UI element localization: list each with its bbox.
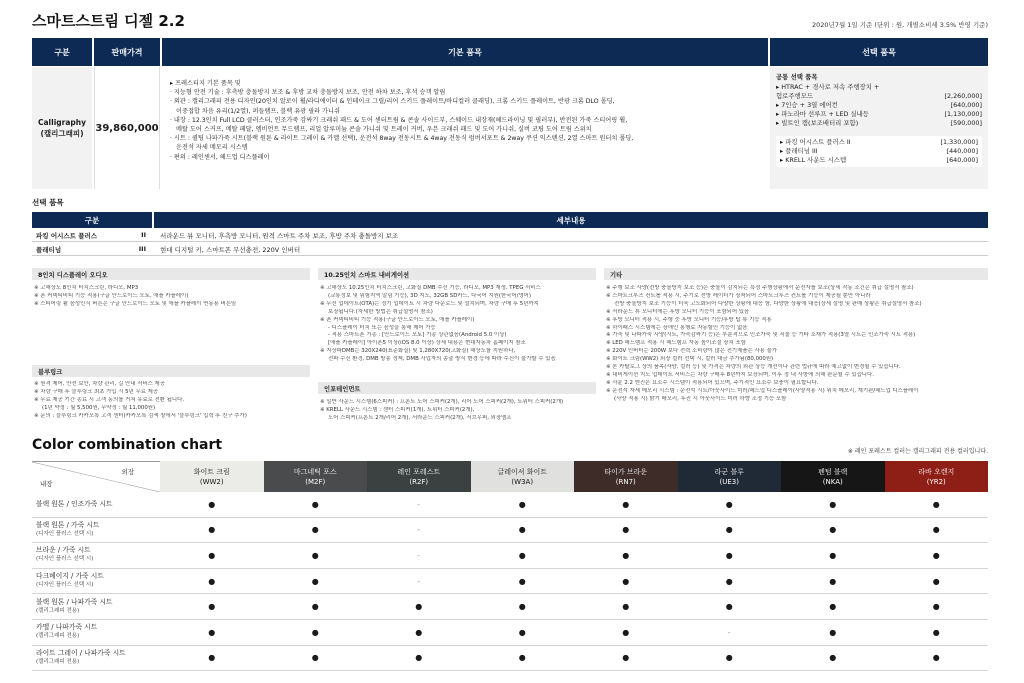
interior-name: 카멜 / 나파가죽 시트 xyxy=(36,623,98,632)
note-line: ※ 본 카탈로그 상의 품목(사양, 컬러 등) 및 가격은 차량의 외관 상능 개선이나 관련 법규에 따라 예고없이 변경될 수 있습니다. xyxy=(606,364,901,371)
interior-name: 블랙 원톤 / 나파가죽 시트 xyxy=(36,597,113,606)
option-name: 플래티넘 xyxy=(36,246,62,254)
interior-sub: (캘리그래피 전용) xyxy=(36,633,80,640)
note-line: ※ 차량 구매 후 블루링크 최초 가입 시 5년 무료 제공 xyxy=(34,388,159,395)
available-mark: ● xyxy=(518,602,526,612)
available-mark: ● xyxy=(208,550,216,560)
available-mark: ● xyxy=(932,602,940,612)
available-mark: ● xyxy=(311,653,319,663)
exterior-color-name: 펜텀 블랙 xyxy=(818,467,848,476)
option-row xyxy=(32,230,988,242)
interior-row xyxy=(32,646,988,672)
available-mark: ● xyxy=(622,576,630,586)
exterior-color-code: (UE3) xyxy=(719,477,739,486)
basic-item-line: · 시트 : 퀼팅 나파가죽 시트(블랙 원톤 & 라이트 그레이 & 카멜 선택), 운전석 8way 전동시트 & 4way 전동식 럼버서포트 & 2way 쿠션 익스텐션, 2열 스마트 원터치 폴딩, xyxy=(170,135,634,143)
option-name: 파킹 어시스트 플러스 xyxy=(36,232,98,240)
interior-label-cell xyxy=(32,594,160,619)
available-mark: ● xyxy=(932,653,940,663)
note-line: ※ 스티어링 휠 음성인식 버튼은 구글 안드로이드 오토 및 애플 카플레이 연동용 버튼임 xyxy=(34,300,237,307)
exterior-color-header xyxy=(574,461,678,492)
note-line: - 적용 스마트폰 기종 : [안드로이드 오토] 기종 상관없음(Android 5.0 이상) xyxy=(328,332,507,339)
note-line: ※ 가죽 및 나파가죽 사양(시트, 가죽감싸기 등)은 부분적으로 인조가죽 및 직물 등 기타 소재가 적용(3열 시트는 인조가죽 시트 적용) xyxy=(606,332,916,339)
available-mark: ● xyxy=(208,627,216,637)
available-mark: ● xyxy=(932,627,940,637)
option-level: III xyxy=(138,245,146,253)
option-col-category: 구분 xyxy=(32,212,152,228)
col-header-options: 선택 품목 xyxy=(770,38,988,66)
price-value: 39,860,000 xyxy=(95,122,159,134)
option-item-price: [590,000] xyxy=(950,119,982,127)
interior-label-cell xyxy=(32,620,160,645)
interior-row xyxy=(32,543,988,569)
available-mark: ● xyxy=(725,576,733,586)
interior-sub: (디자인 플러스 선택 시) xyxy=(36,582,94,589)
interior-label-cell xyxy=(32,646,160,671)
exterior-color-header xyxy=(264,461,368,492)
available-mark: ● xyxy=(725,499,733,509)
available-mark: ● xyxy=(208,602,216,612)
price-cell xyxy=(94,67,160,189)
note-line: ※ 무료 제공 기간 종료 시 고객 동의를 거쳐 유료로 전환 됩니다. xyxy=(34,396,185,403)
common-options-list xyxy=(776,83,982,128)
note-line: ※ 내비게이션 지도 업데이트 서비스는 차량 구매후 8년까지 보장되며, 이후 정 내 사항에 의해 판문될 수 있습니다. xyxy=(606,371,874,378)
interior-sub: (디자인 플러스 선택 시) xyxy=(36,530,94,537)
option-item-name: ▸ HTRAC + 경사로 저속 주행장치 + xyxy=(776,83,880,91)
option-item-price: [2,260,000] xyxy=(944,92,982,100)
available-mark: ● xyxy=(208,499,216,509)
audio-notes xyxy=(34,285,310,309)
option-detail: 현대 디지털 키, 스마트폰 무선충전, 220V 인버터 xyxy=(160,246,301,254)
option-item-price: [640,000] xyxy=(946,156,978,164)
col-header-category: 구분 xyxy=(32,38,92,66)
note-line: 보장됩니다.(자세한 방법은 취급설명서 참조) xyxy=(328,308,433,315)
basic-item-line: 운전석 자세 메모리 시스템 xyxy=(176,144,248,152)
extra-options-list xyxy=(776,136,982,167)
basic-item-line: · 외관 : 캘리그래피 전용 디자인(20인치 알로이 휠/라디에이터 & 인테이크 그릴/리어 스키드 플레이트/바디컬러 클래딩), 크롬 스키드 플레이트, 반광 크롬 DLO 몰딩, xyxy=(170,98,615,106)
common-options-title: 공통 선택 품목 xyxy=(776,73,818,81)
available-mark: ● xyxy=(311,499,319,509)
note-line: ※ 무선 업데이트(OTA)는 정기 업데이트 시 차량 다운로드 및 설치되며, 차량 구매 후 5년까지 xyxy=(320,300,539,307)
available-mark: ● xyxy=(725,525,733,535)
note-line: ※ 폰 커넥티비티 기능 적용(구글 안드로이드 오토, 애플 카플레이) xyxy=(320,316,475,323)
exterior-color-name: 라군 블루 xyxy=(714,467,744,476)
option-item-name: ▸ 파킹 어시스트 플러스 II xyxy=(780,138,851,146)
interior-sub: (캘리그래피 전용) xyxy=(36,607,80,614)
basic-item-line: · 내장 : 12.3인치 Full LCD 클러스터, 인조가죽 감싸기 크래쉬 패드 & 도어 센터트림 & 콘솔 사이드부, 스웨이드 내장재(헤드라이닝 및 필러부), 반전된 가죽 스티어링 휠, xyxy=(170,116,628,124)
available-mark: ● xyxy=(932,576,940,586)
available-mark: ● xyxy=(932,550,940,560)
note-line: ※ 운전석 자세 메모리 시스템 : 운전석 시트/아웃사이드 미러/헤드업 디스플레이(사양적용 시) 위치 메모리, 계기판/헤드업 디스플레이 xyxy=(606,387,919,394)
date-note: 2020년7월 1일 기준 (단위 : 원, 개별소비세 3.5% 반영 기준) xyxy=(812,21,988,29)
interior-name: 브라운 / 가죽 시트 xyxy=(36,546,91,555)
interior-name: 다크베이지 / 가죽 시트 xyxy=(36,572,104,581)
color-chart-title: Color combination chart xyxy=(32,437,223,453)
grid-body xyxy=(32,492,988,671)
available-mark: ● xyxy=(829,550,837,560)
option-col-detail: 세부내용 xyxy=(154,212,988,228)
unavailable-mark: - xyxy=(417,550,421,560)
available-mark: ● xyxy=(622,525,630,535)
available-mark: ● xyxy=(932,525,940,535)
available-mark: ● xyxy=(415,653,423,663)
option-item-price: [640,000] xyxy=(950,101,982,109)
available-mark: ● xyxy=(311,550,319,560)
etc-notes xyxy=(606,285,988,404)
note-line: (사양 적용 시) 밝기 메모리, 후진 시 아웃사이드 미러 하향 조정 기능 포함 xyxy=(614,395,787,402)
note-line: (교통정보 및 위험지역 알림 기능), 3D 지도, 32GB SD카드, 다국어 지원(한국어/영어) xyxy=(328,292,531,299)
option-item-price: [440,000] xyxy=(946,147,978,155)
basic-items xyxy=(162,67,768,189)
note-line: ※ 주행 보조 사양(전방 충돌방지 보조 등)은 충돌이 감지되는 특정 주행상황에서 운전자를 보조(상세 작동 조건은 취급 설명서 참조) xyxy=(606,285,914,291)
basic-item-line: · 지능형 안전 기술 : 후측방 충돌방지 보조 & 후방 교차 충돌방지 보조, 안전 하차 보조, 후석 승객 알림 xyxy=(170,89,446,97)
option-item-name: ▸ KRELL 사운드 시스템 xyxy=(780,156,847,164)
note-line: 전방 충돌방지 보조 기능이 더욱 고도화되어 다양한 상황에 대응 함, 다양한 상황에 대응(상세 설명 및 판매 상황은 취급설명서 참조) xyxy=(614,300,922,307)
exterior-color-code: (NKA) xyxy=(822,477,843,486)
available-mark: ● xyxy=(932,499,940,509)
available-mark: ● xyxy=(829,525,837,535)
exterior-color-name: 라바 오렌지 xyxy=(918,467,955,476)
exterior-color-code: (M2F) xyxy=(305,477,326,486)
available-mark: ● xyxy=(311,602,319,612)
page-title: 스마트스트림 디젤 2.2 xyxy=(32,12,185,30)
available-mark: ● xyxy=(518,653,526,663)
color-combination-grid xyxy=(32,461,988,671)
interior-sub: (디자인 플러스 선택 시) xyxy=(36,556,94,563)
unavailable-mark: - xyxy=(417,576,421,586)
interior-label-cell xyxy=(32,518,160,543)
available-mark: ● xyxy=(829,499,837,509)
col-header-basic: 기본 품목 xyxy=(162,38,768,66)
available-mark: ● xyxy=(518,550,526,560)
available-mark: ● xyxy=(725,602,733,612)
note-line: ※ 사륜 2.2 엔진은 요소수 시스템이 적용되어 있으며, 주기적인 요소수 보충이 필요합니다. xyxy=(606,379,819,386)
bluelink-notes-title: 블루링크 xyxy=(32,365,310,377)
exterior-color-code: (RN7) xyxy=(615,477,636,486)
available-mark: ● xyxy=(518,525,526,535)
exterior-color-name: 타이가 브라운 xyxy=(604,467,648,476)
interior-row xyxy=(32,620,988,646)
available-mark: ● xyxy=(208,653,216,663)
available-mark: ● xyxy=(622,653,630,663)
option-item xyxy=(776,119,982,128)
available-mark: ● xyxy=(725,550,733,560)
available-mark: ● xyxy=(829,602,837,612)
interior-name: 블랙 원톤 / 인조가죽 시트 xyxy=(36,499,113,508)
note-line: ※ 원격 제어, 안전 보안, 차량 관리, 길 안내 서비스 제공 xyxy=(34,381,165,387)
exterior-color-header xyxy=(678,461,782,492)
option-level: II xyxy=(141,231,146,239)
exterior-color-header xyxy=(885,461,989,492)
exterior-color-code: (R2F) xyxy=(409,477,429,486)
interior-row xyxy=(32,518,988,544)
exterior-color-name: 화이트 크림 xyxy=(193,467,230,476)
infotain-notes-title: 인포테인먼트 xyxy=(318,382,596,394)
note-line: ※ 하이패스 시스템에는 장애인 통행료 자동할인 기능이 없음 xyxy=(606,324,748,331)
available-mark: ● xyxy=(208,576,216,586)
infotain-notes xyxy=(320,399,596,423)
interior-label-cell xyxy=(32,569,160,594)
note-line: ※ 일반 사운드 시스템(6스피커) : 프론트 도어 스피커(2개), 리어 도어 스피커(2개), 트위터 스피커(2개) xyxy=(320,399,564,405)
option-item xyxy=(776,101,982,110)
unavailable-mark: - xyxy=(727,627,731,637)
nav-notes-title: 10.25인치 스마트 내비게이션 xyxy=(318,268,596,280)
grid-corner xyxy=(32,461,160,492)
note-line: ※ 문의 : 블루링크 카카오톡 고객 센터(카카오톡 검색 창에서 '블루링크' 입력 후 친구 추가) xyxy=(34,412,247,419)
basic-item-line: · 편의 : 레인센서, 헤드업 디스플레이 xyxy=(170,153,270,161)
available-mark: ● xyxy=(415,602,423,612)
note-line: ※ LED 헤드램프 적용 시 헤드램프 자동 높이조절 장치 포함 xyxy=(606,340,746,347)
exterior-label: 외장 xyxy=(121,468,134,476)
option-section-title: 선택 품목 xyxy=(32,198,64,207)
basic-item-line: 이중접합 차음 유리(1/2열), 퍼들램프, 블랙 유광 필라 가니쉬 xyxy=(176,107,340,115)
col-header-price: 판매가격 xyxy=(94,38,160,66)
option-item xyxy=(776,83,982,92)
basic-item-line: ▸ 프레스티지 기본 품목 및 xyxy=(170,80,241,87)
trim-cell xyxy=(32,67,92,189)
option-item xyxy=(780,156,978,165)
exterior-color-code: (YR2) xyxy=(926,477,946,486)
interior-label: 내장 xyxy=(40,480,53,488)
available-mark: ● xyxy=(622,627,630,637)
interior-label-cell xyxy=(32,492,160,517)
note-line: ※ 화이트 크림(WW2) 외장 컬러 선택 시, 컬러 대금 추가됨(80,000원) xyxy=(606,356,774,363)
available-mark: ● xyxy=(622,499,630,509)
available-mark: ● xyxy=(518,576,526,586)
exterior-color-header xyxy=(367,461,471,492)
exterior-color-code: (WW2) xyxy=(199,477,224,486)
exterior-color-name: 글레이셔 화이트 xyxy=(497,467,548,476)
available-mark: ● xyxy=(311,576,319,586)
note-line: ※ 후방 모니터 적용 시, 주행 중 후방 모니터 기능/후방 탑 뷰 기능 적용 xyxy=(606,316,772,323)
etc-notes-title: 기타 xyxy=(604,268,988,280)
available-mark: ● xyxy=(622,550,630,560)
trim-name-kr: (캘리그래피) xyxy=(40,129,84,138)
exterior-color-header xyxy=(160,461,264,492)
option-row xyxy=(32,244,988,256)
note-line: ※ 서라운드 뷰 모니터에는 후방 모니터 기능이 포함되어 있음 xyxy=(606,308,750,315)
basic-item-line: 메탈 도어 스커프, 메탈 페달, 엠비언트 무드램프, 리얼 알루미늄 콘솔 가니쉬 및 트레이 커버, 우븐 크래쉬 패드 및 도어 가니쉬, 실버 코팅 도어 트림 스위치 xyxy=(176,126,592,134)
interior-row xyxy=(32,569,988,595)
note-line: ※ 고해상도 8인치 터치스크린, 라디오, MP3 xyxy=(34,285,139,291)
color-chart-note: ※ 레인 포레스트 컬러는 캘리그래피 전용 컬러입니다. xyxy=(847,448,988,455)
available-mark: ● xyxy=(829,653,837,663)
note-line: - 디스플레이 터치 또는 음성을 통해 제어 가능 xyxy=(328,324,436,331)
note-line: (1년 약정 : 월 5,500원, 무약정 : 월 11,000원) xyxy=(42,404,156,411)
available-mark: ● xyxy=(311,525,319,535)
exterior-color-code: (W3A) xyxy=(511,477,534,486)
option-item xyxy=(780,147,978,156)
option-item xyxy=(776,110,982,119)
unavailable-mark: - xyxy=(417,499,421,509)
interior-row xyxy=(32,594,988,620)
option-item xyxy=(780,138,978,147)
exterior-color-header xyxy=(471,461,575,492)
interior-label-cell xyxy=(32,543,160,568)
note-line: ※ 지상파DMB는 320X240(표준화질) 및 1,280X720(고화질) 해상도를 지원하나, xyxy=(320,348,516,355)
available-mark: ● xyxy=(829,576,837,586)
note-line: ※ 스마트크루즈 컨트롤 적용 시, 주기로 전방 레이더가 장착되어 스마트크루즈 컨트롤 기능이 제공될 뿐만 아니라 xyxy=(606,292,871,299)
note-line: 도어 스피커(프론트 2개/리어 2개), 서라운드 스피커(2개), 서브우퍼, 외장앰프 xyxy=(328,414,512,421)
available-mark: ● xyxy=(518,499,526,509)
option-item xyxy=(776,92,982,101)
note-line: ※ 220V 인버터는 200W 보다 전력 소비량이 많은 전기제품은 사용 불가 xyxy=(606,348,778,355)
option-item-name: ▸ 7인승 + 3열 에어컨 xyxy=(776,101,838,109)
note-line: 전파 수신 환경, DMB 방송 정책, DMB 사업자의 송출 방식 변경 등에 따라 수신이 불가할 수 있음 xyxy=(328,356,556,363)
available-mark: ● xyxy=(725,653,733,663)
interior-name: 블랙 원톤 / 가죽 시트 xyxy=(36,520,100,529)
audio-notes-title: 8인치 디스플레이 오디오 xyxy=(32,268,310,280)
exterior-color-name: 레인 포레스트 xyxy=(397,467,441,476)
exterior-color-name: 마그네틱 포스 xyxy=(293,467,337,476)
available-mark: ● xyxy=(622,602,630,612)
option-item-price: [1,330,000] xyxy=(940,138,978,146)
note-line: ※ KRELL 사운드 시스템 : 센터 스피커(1개), 트위터 스피커(2개), xyxy=(320,406,475,413)
available-mark: ● xyxy=(829,627,837,637)
option-items xyxy=(770,67,988,189)
trim-name: Calligraphy xyxy=(37,118,86,127)
interior-sub: (캘리그래피 전용) xyxy=(36,658,80,665)
available-mark: ● xyxy=(311,627,319,637)
interior-name: 라이트 그레이 / 나파가죽 시트 xyxy=(36,648,126,657)
bluelink-notes xyxy=(34,381,310,421)
option-item-name: ▸ 파노라마 선루프 + LED 실내등 xyxy=(776,110,869,118)
note-line: ※ 폰 커넥티비티 기능 적용(구글 안드로이드 오토, 애플 카플레이) xyxy=(34,292,189,299)
exterior-color-header xyxy=(781,461,885,492)
option-item-price: [1,130,000] xyxy=(944,110,982,118)
available-mark: ● xyxy=(415,627,423,637)
available-mark: ● xyxy=(208,525,216,535)
option-item-name: 험로주행모드 xyxy=(776,92,814,100)
option-item-name: ▸ 플래티넘 III xyxy=(780,147,818,155)
interior-row xyxy=(32,492,988,518)
note-line: [애플 카플레이] 아이폰5 이상(iOS 8.0 이상) 상세 내용은 현대자동차 홈페이지 참조 xyxy=(328,340,526,347)
grid-header xyxy=(32,461,988,492)
option-item-name: ▸ 빌트인 캠(보조배터리 포함) xyxy=(776,119,859,127)
option-detail: 서라운드 뷰 모니터, 후측방 모니터, 원격 스마트 주차 보조, 후방 주차 충돌방지 보조 xyxy=(160,232,399,240)
unavailable-mark: - xyxy=(417,525,421,535)
nav-notes xyxy=(320,285,596,364)
note-line: ※ 고해상도 10.25인치 터치스크린, 고화질 DMB 수신 기능, 라디오, MP3 재생, TPEG 서비스 xyxy=(320,285,541,291)
available-mark: ● xyxy=(518,627,526,637)
